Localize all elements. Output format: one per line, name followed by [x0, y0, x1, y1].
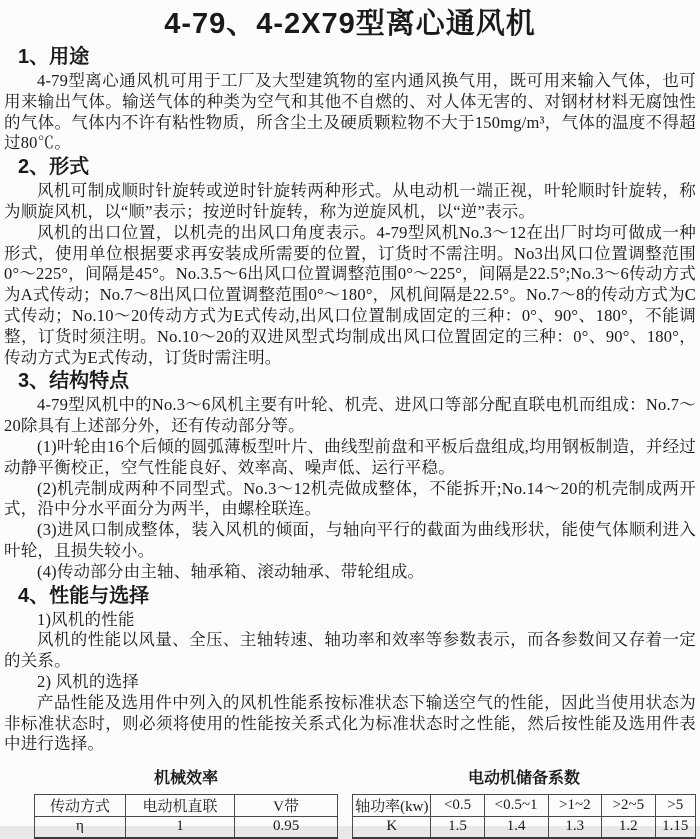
paragraph: 风机的出口位置，以机壳的出风口角度表示。4-79型风机No.3～12在出厂时均可做成一种形式，使用单位根据要求再安装成所需要的位置，订货时不需注明。No3出风口位置调整范围0°～225°，间隔是45°。No.3.5～6出风口位置调整范围0°～225°，间隔是22.5°;No.3～6传动方式为A式传动；No.7～8出风口位置调整范围0°～180°，风机间隔是22.5°。No.7～8的传动方式为C式传动；No.10～20传动方式为E式传动,出风口位置制成固定的三种：0°、90°、180°，不能调整，订货时须注明。No.10～20的双进风型式均制成出风口位置固定的三种：0°、90°、180°，传动方式为E式传动，订货时需注明。 — [4, 222, 696, 367]
table-header-cell: 电动机直联 — [125, 795, 234, 817]
section-heading: 3、结构特点 — [18, 370, 130, 393]
table-title: 电动机储备系数 — [468, 770, 581, 788]
table-cell: η — [35, 817, 126, 838]
table-cell: 1 — [125, 817, 234, 838]
paragraph: (4)传动部分由主轴、轴承箱、滚动轴承、带轮组成。 — [37, 561, 425, 581]
table-header-row — [35, 795, 338, 817]
table-header-cell: 传动方式 — [35, 795, 126, 817]
table-header-cell: >2~5 — [602, 795, 656, 817]
section-heading: 4、性能与选择 — [18, 584, 150, 607]
table-title: 机械效率 — [154, 770, 219, 788]
table-cell: 1.2 — [602, 817, 656, 838]
table-header-cell: 轴功率(kw) — [353, 795, 431, 817]
table-row — [35, 817, 338, 838]
paragraph: (3)进风口制成整体，装入风机的倾面，与轴向平行的截面为曲线形状，能使气体顺利进入叶轮，且损失较小。 — [4, 520, 696, 560]
tables-row — [4, 765, 696, 839]
table-header-cell: >1~2 — [548, 795, 602, 817]
sub-heading-fan-selection: 2) 风机的选择 — [37, 671, 139, 691]
paragraph: 风机可制成顺时针旋转或逆时针旋转两种形式。从电动机一端正视，叶轮顺时针旋转，称为顺旋风机，以“顺”表示；按逆时针旋转，称为逆旋风机，以“逆”表示。 — [4, 181, 696, 221]
table-header-cell: V带 — [235, 795, 338, 817]
section-usage — [4, 44, 696, 154]
mechanical-efficiency-block — [34, 765, 338, 839]
table-header-cell: >5 — [655, 795, 695, 817]
motor-reserve-table — [352, 794, 696, 839]
section-heading: 2、形式 — [18, 156, 90, 179]
table-header-cell: <0.5 — [431, 795, 484, 817]
table-header-cell: <0.5~1 — [484, 795, 548, 817]
paragraph: 产品性能及选用件中列入的风机性能系按标准状态下输送空气的性能，因此当使用状态为非标准状态时，则必须将使用的性能按关系式化为标准状态时之性能，然后按性能及选用件表中进行选择。 — [4, 692, 696, 754]
table-cell: 1.15 — [655, 817, 695, 838]
paragraph: (2)机壳制成两种不同型式。No.3～12机壳做成整体，不能拆开;No.14～20的机壳制成两开式，沿中分水平面分为两半，由螺栓联连。 — [4, 478, 696, 519]
table-cell: 0.95 — [235, 817, 338, 838]
paragraph: 风机的性能以风量、全压、主轴转速、轴功率和效率等参数表示，而各参数间又存着一定的关系。 — [4, 630, 696, 671]
table-cell: 1.5 — [431, 817, 484, 838]
section-heading: 1、用途 — [18, 46, 90, 68]
motor-reserve-block — [352, 765, 696, 839]
paragraph: (1)叶轮由16个后倾的圆弧薄板型叶片、曲线型前盘和平板后盘组成,均用钢板制造，并经过动静平衡校正，空气性能良好、效率高、噪声低、运行平稳。 — [4, 436, 696, 477]
section-performance — [4, 583, 696, 756]
sub-heading-fan-performance: 1)风机的性能 — [37, 609, 135, 629]
table-row — [353, 817, 696, 838]
table-cell: 1.4 — [484, 817, 548, 838]
table-header-row — [353, 795, 696, 817]
section-form — [4, 154, 696, 368]
doc-title: 4-79、4-2X79型离心通风机 — [164, 8, 536, 40]
mechanical-efficiency-table — [34, 794, 338, 839]
table-cell: 1.3 — [548, 817, 602, 838]
section-structure — [4, 368, 696, 582]
paragraph: 4-79型风机中的No.3～6风机主要有叶轮、机壳、进风口等部分配直联电机而组成：No.7～20除具有上述部分外，还有传动部分等。 — [4, 395, 696, 436]
paragraph: 4-79型离心通风机可用于工厂及大型建筑物的室内通风换气用，既可用来输入气体，也可用来输出气体。输送气体的种类为空气和其他不自燃的、对人体无害的、对钢材材料无腐蚀性的气体。气体内不许有粘性物质，所含尘土及硬质颗粒物不大于150mg/m³，气体的温度不得超过80℃。 — [4, 71, 696, 153]
table-cell: K — [353, 817, 431, 838]
